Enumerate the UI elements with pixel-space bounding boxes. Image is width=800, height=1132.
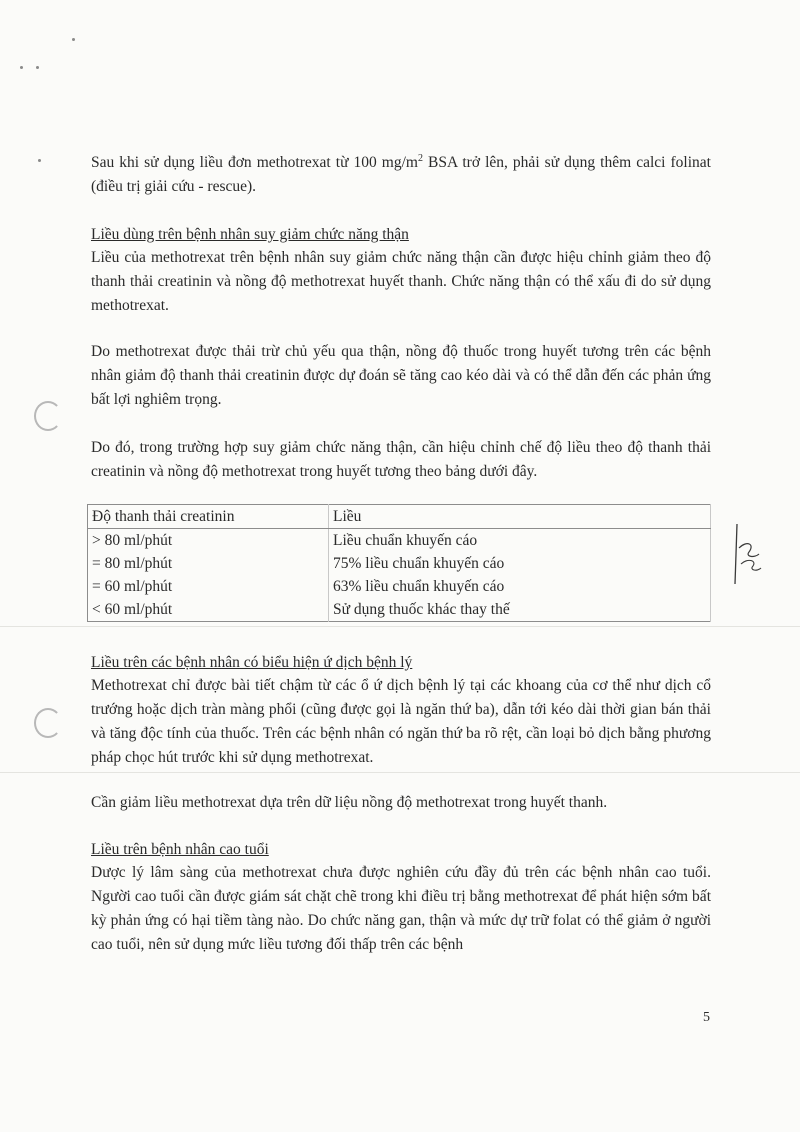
paragraph-renal-excretion: Do methotrexat được thải trừ chủ yếu qua thận, nồng độ thuốc trong huyết tương trên các bệnh nhân giảm độ thanh thải creatinin được dự đoán sẽ tăng cao kéo dài và có thể dẫn đến các phản ứng bất lợi nghiêm trọng.: [91, 343, 711, 408]
scan-speck: [38, 159, 41, 162]
paragraph-rescue: Sau khi sử dụng liều đơn methotrexat từ 100 $mg/m^2$ BSA trở lên, phải sử dụng thêm calci folinat (điều trị giải cứu - rescue).: [91, 152, 711, 195]
scan-speck: [20, 66, 23, 69]
table-row: [88, 575, 711, 598]
scan-speck: [36, 66, 39, 69]
heading-renal-dosing: Liều dùng trên bệnh nhân suy giảm chức năng thận: [91, 226, 409, 243]
table-row: [88, 529, 711, 553]
paragraph-elderly: Dược lý lâm sàng của methotrexat chưa được nghiên cứu đầy đủ trên các bệnh nhân cao tuổi. Người cao tuổi cần được giám sát chặt chẽ trong khi điều trị bằng methotrexat để phát hiện sớm bất kỳ phản ứng có hại tiềm tàng nào. Do chức năng gan, thận và mức dự trữ folat có thể giảm ở người cao tuổi, nên sử dụng mức liều tương đối thấp trên các bệnh: [91, 864, 711, 953]
table-row: [88, 552, 711, 575]
punch-hole: [34, 708, 62, 738]
table-cell-dose: 75% liều chuẩn khuyến cáo: [329, 552, 711, 575]
scan-line: [0, 772, 800, 773]
table-row: [88, 598, 711, 622]
dose-table: [87, 504, 711, 622]
heading-elderly: Liều trên bệnh nhân cao tuổi: [91, 841, 269, 858]
table-cell-clearance: = 60 ml/phút: [88, 575, 329, 598]
page-number: 5: [703, 1010, 710, 1025]
heading-fluid-retention: Liều trên các bệnh nhân có biểu hiện ứ dịch bệnh lý: [91, 654, 413, 671]
scan-speck: [72, 38, 75, 41]
paragraph-reduce-dose: Cần giảm liều methotrexat dựa trên dữ liệu nồng độ methotrexat trong huyết thanh.: [91, 794, 608, 811]
table-header-row: [88, 505, 711, 529]
scan-line: [0, 626, 800, 627]
table-cell-dose: 63% liều chuẩn khuyến cáo: [329, 575, 711, 598]
table-cell-clearance: > 80 ml/phút: [88, 529, 329, 553]
paragraph-renal-adjust: Liều của methotrexat trên bệnh nhân suy giảm chức năng thận cần được hiệu chỉnh giảm theo độ thanh thải creatinin và nồng độ methotrexat huyết thanh. Chức năng thận có thể xấu đi do sử dụng methotrexat.: [91, 249, 711, 314]
handwritten-initials: [733, 520, 763, 590]
table-header-dose: Liều: [329, 505, 711, 529]
table-cell-clearance: = 80 ml/phút: [88, 552, 329, 575]
punch-hole: [34, 401, 62, 431]
paragraph-table-intro: Do đó, trong trường hợp suy giảm chức năng thận, cần hiệu chỉnh chế độ liều theo độ thanh thải creatinin và nồng độ methotrexat trong huyết tương theo bảng dưới đây.: [91, 439, 711, 480]
paragraph-third-space: Methotrexat chỉ được bài tiết chậm từ các ổ ứ dịch bệnh lý tại các khoang của cơ thể như dịch cổ trướng hoặc dịch tràn màng phổi (cũng được gọi là ngăn thứ ba), dẫn tới kéo dài thời gian bán thải và tăng độc tính của thuốc. Trên các bệnh nhân có ngăn thứ ba rõ rệt, cần loại bỏ dịch bằng phương pháp chọc hút trước khi sử dụng methotrexat.: [91, 677, 711, 766]
table-cell-clearance: < 60 ml/phút: [88, 598, 329, 622]
table-header-clearance: Độ thanh thải creatinin: [88, 505, 329, 529]
table-cell-dose: Sử dụng thuốc khác thay thế: [329, 598, 711, 622]
table-cell-dose: Liều chuẩn khuyến cáo: [329, 529, 711, 553]
